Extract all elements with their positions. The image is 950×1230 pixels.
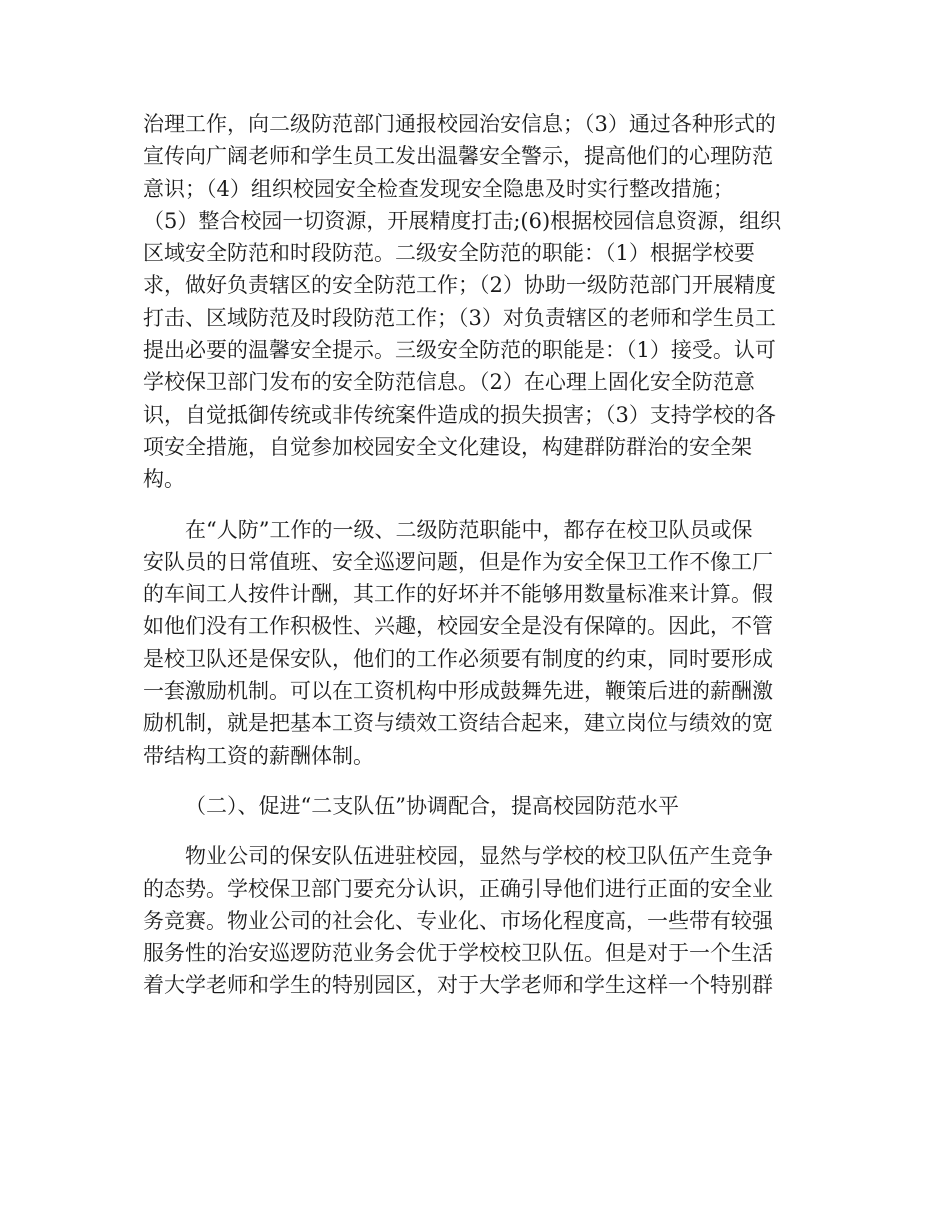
paragraph-3	[143, 840, 807, 1001]
text-line: （5）整合校园一切资源，开展精度打击;(6)根据校园信息资源，组织	[143, 208, 782, 233]
text-line: 构。	[143, 467, 185, 492]
text-line: 区域安全防范和时段防范。二级安全防范的职能：（1）根据学校要	[143, 241, 755, 266]
text-line: 一套激励机制。可以在工资机构中形成鼓舞先进，鞭策后进的薪酬激	[143, 679, 773, 704]
text-line: 的态势。学校保卫部门要充分认识，正确引导他们进行正面的安全业	[143, 876, 773, 901]
text-line: 着大学老师和学生的特别园区，对于大学老师和学生这样一个特别群	[143, 973, 773, 998]
text-line: 打击、区域防范及时段防范工作；（3）对负责辖区的老师和学生员工	[143, 305, 776, 330]
text-line: 治理工作，向二级防范部门通报校园治安信息；（3）通过各种形式的	[143, 112, 776, 136]
text-line: 励机制，就是把基本工资与绩效工资结合起来，建立岗位与绩效的宽	[143, 711, 773, 736]
text-line: 务竞赛。物业公司的社会化、专业化、市场化程度高，一些带有较强	[143, 908, 773, 933]
text-line: 物业公司的保安队伍进驻校园，显然与学校的校卫队伍产生竞争	[185, 844, 773, 869]
text-line: 宣传向广阔老师和学生员工发出温馨安全警示，提高他们的心理防范	[143, 144, 773, 169]
text-line: 的车间工人按件计酬，其工作的好坏并不能够用数量标准来计算。假	[143, 582, 773, 607]
text-line: 安队员的日常值班、安全巡逻问题，但是作为安全保卫工作不像工厂	[143, 549, 773, 574]
text-line: 服务性的治安巡逻防范业务会优于学校校卫队伍。但是对于一个生活	[143, 941, 773, 966]
text-line: 在“人防”工作的一级、二级防范职能中，都存在校卫队员或保	[185, 517, 753, 542]
document-page	[143, 108, 807, 1002]
paragraph-1	[143, 108, 807, 496]
text-line: 提出必要的温馨安全提示。三级安全防范的职能是：（1）接受。认可	[143, 338, 776, 363]
text-line: 带结构工资的薪酬体制。	[143, 743, 374, 768]
section-heading: （二）、促进“二支队伍”协调配合，提高校园防范水平	[185, 793, 679, 818]
text-line: 意识；（4）组织校园安全检查发现安全隐患及时实行整改措施；	[143, 176, 734, 201]
text-line: 项安全措施，自觉参加校园安全文化建设，构建群防群治的安全架	[143, 434, 752, 459]
paragraph-2	[143, 514, 807, 772]
text-line: 如他们没有工作积极性、兴趣，校园安全是没有保障的。因此，不管	[143, 614, 773, 639]
text-line: 是校卫队还是保安队，他们的工作必须要有制度的约束，同时要形成	[143, 646, 773, 671]
text-line: 学校保卫部门发布的安全防范信息。（2）在心理上固化安全防范意	[143, 370, 755, 395]
text-line: 求，做好负责辖区的安全防范工作；（2）协助一级防范部门开展精度	[143, 273, 776, 298]
text-line: 识，自觉抵御传统或非传统案件造成的损失损害；（3）支持学校的各	[143, 402, 776, 427]
